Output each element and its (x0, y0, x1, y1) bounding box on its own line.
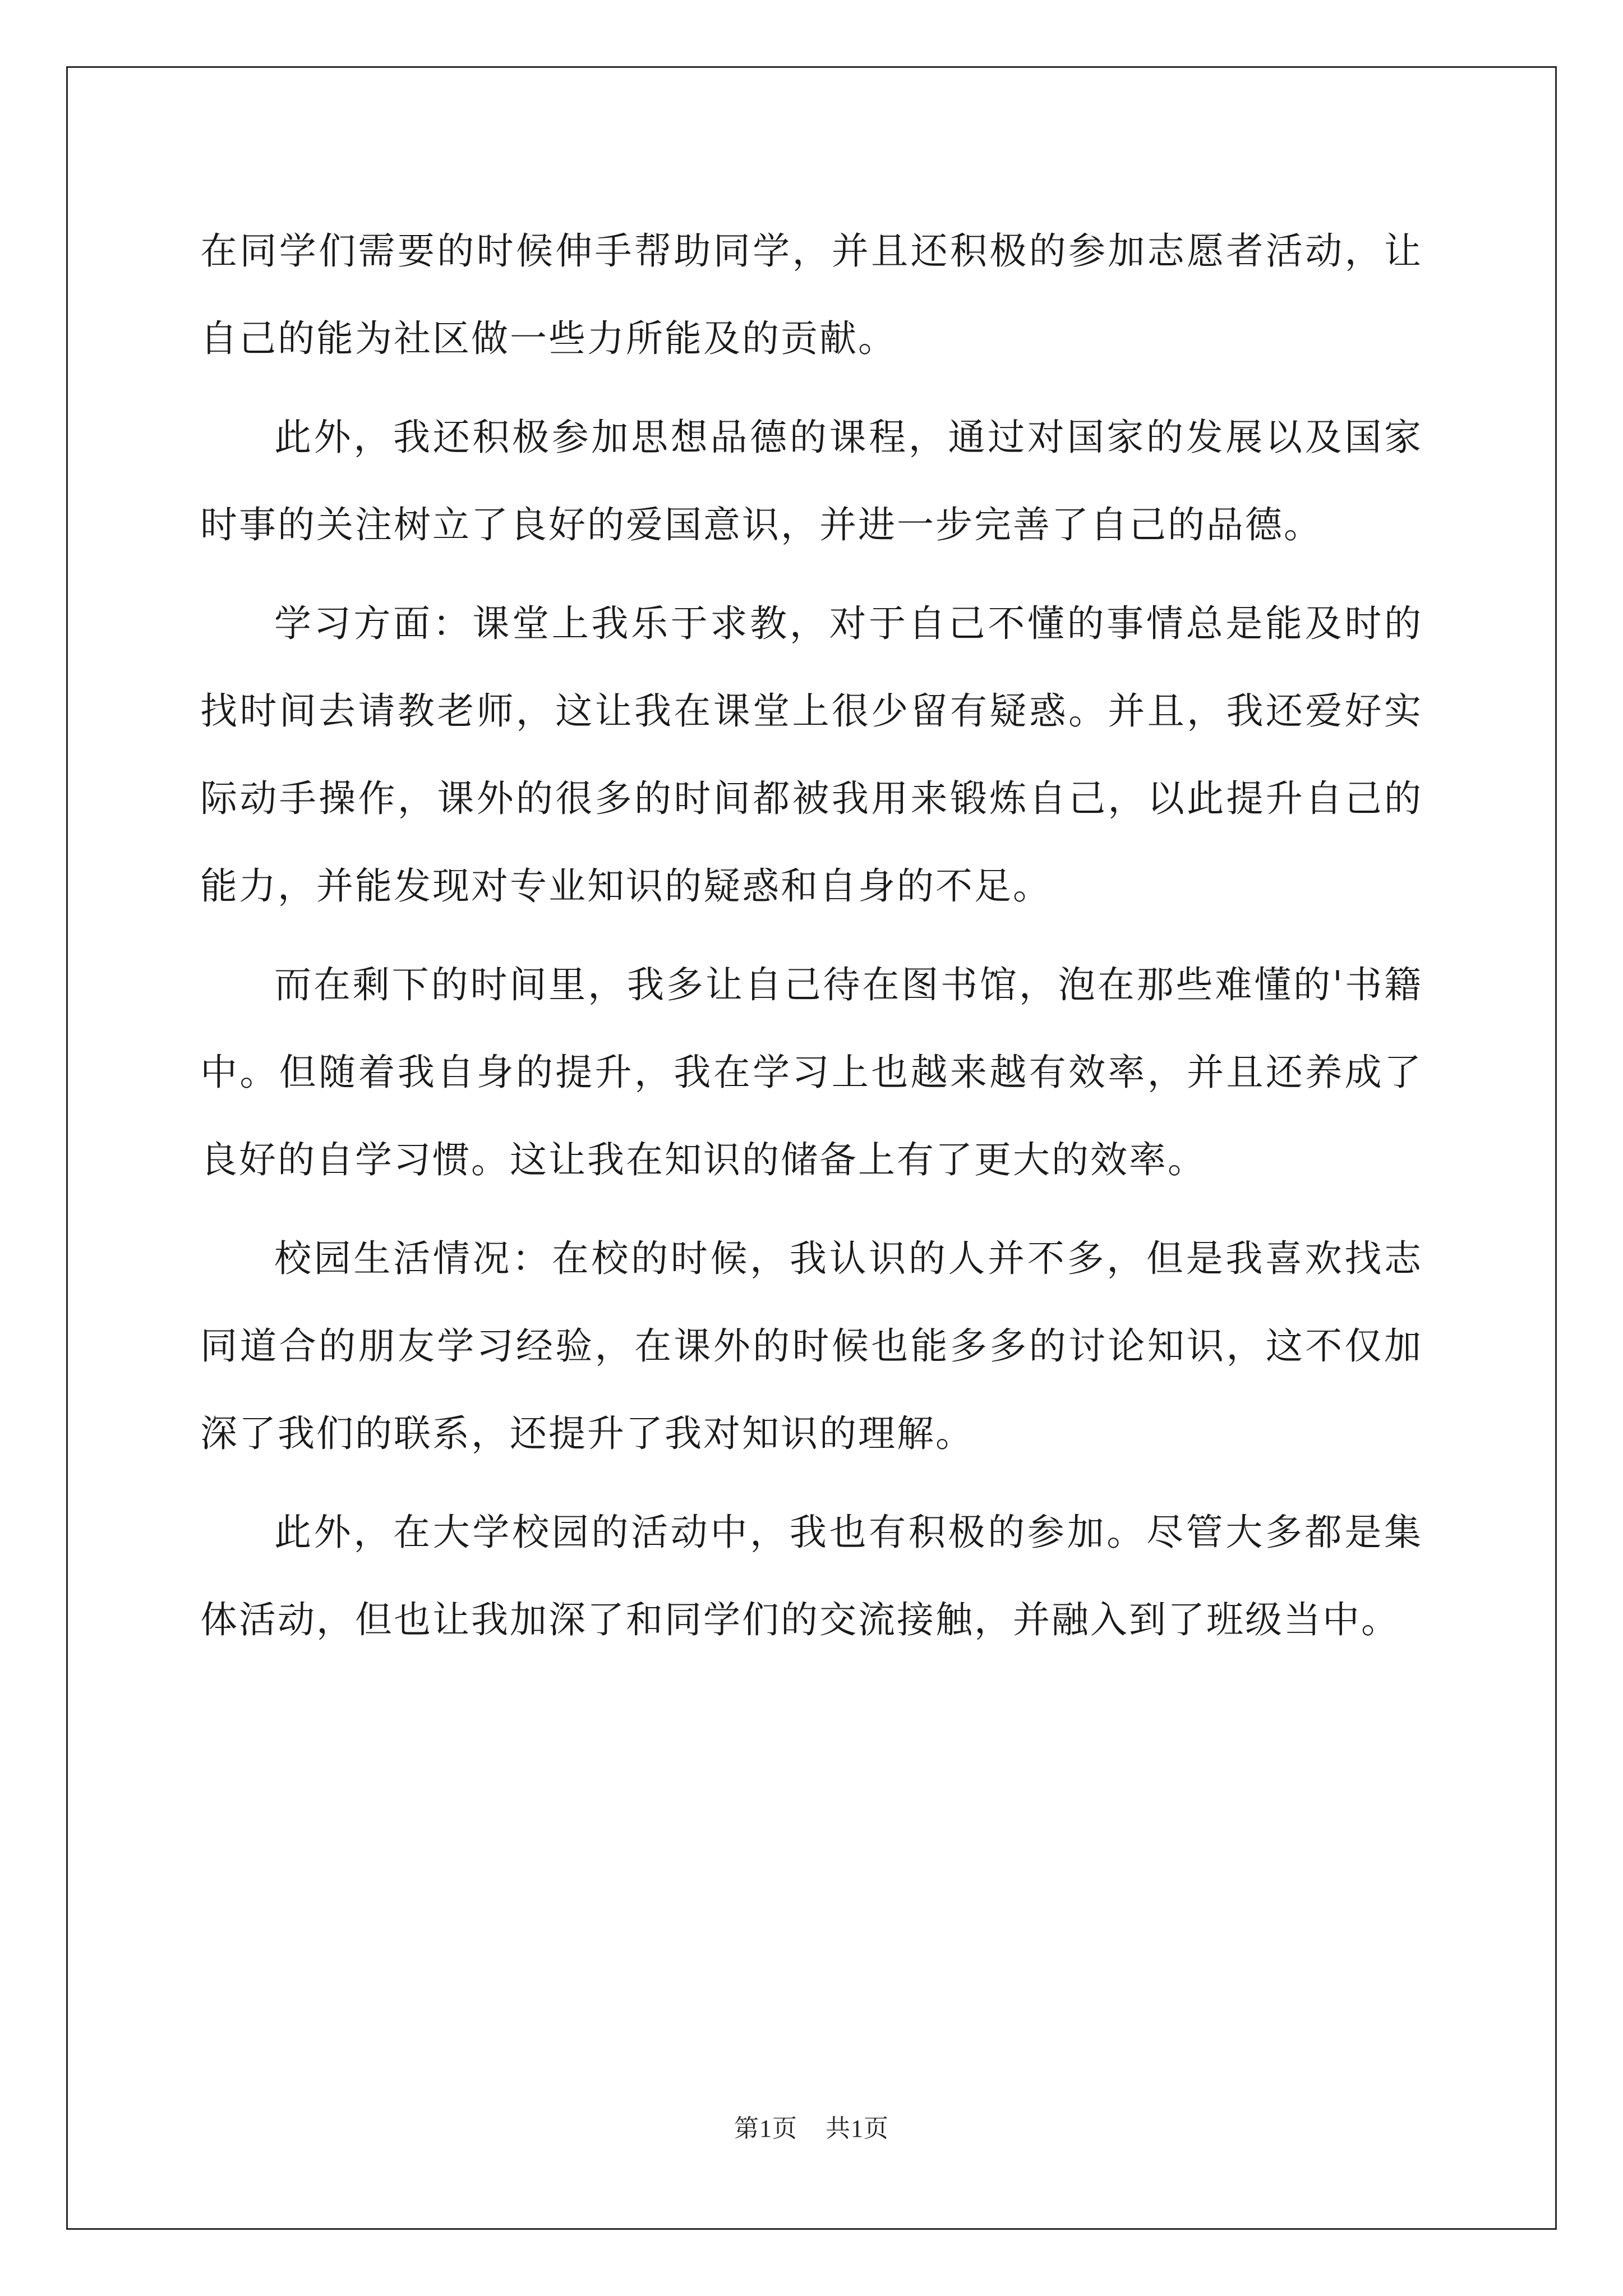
page-number-total: 共1页 (826, 2115, 889, 2142)
paragraph-5: 校园生活情况：在校的时候，我认识的人并不多，但是我喜欢找志同道合的朋友学习经验，在课外的时候也能多多的讨论知识，这不仅加深了我们的联系，还提升了我对知识的理解。 (200, 1237, 1423, 1455)
document-body (200, 208, 1423, 1675)
page-number-current: 第1页 (734, 2115, 797, 2142)
paragraph-4: 而在剩下的时间里，我多让自己待在图书馆，泡在那些难懂的'书籍中。但随着我自身的提升，我在学习上也越来越有效率，并且还养成了良好的自学习惯。这让我在知识的储备上有了更大的效率。 (200, 963, 1423, 1181)
paragraph-2: 此外，我还积极参加思想品德的课程，通过对国家的发展以及国家时事的关注树立了良好的爱国意识，并进一步完善了自己的品德。 (200, 416, 1423, 546)
paragraph-3: 学习方面：课堂上我乐于求教，对于自己不懂的事情总是能及时的找时间去请教老师，这让我在课堂上很少留有疑惑。并且，我还爱好实际动手操作，课外的很多的时间都被我用来锻炼自己，以此提升自己的能力，并能发现对专业知识的疑惑和自身的不足。 (200, 602, 1423, 908)
paragraph-6: 此外，在大学校园的活动中，我也有积极的参加。尽管大多都是集体活动，但也让我加深了和同学们的交流接触，并融入到了班级当中。 (200, 1511, 1423, 1641)
page-footer (0, 2108, 1623, 2144)
paragraph-1: 在同学们需要的时候伸手帮助同学，并且还积极的参加志愿者活动，让自己的能为社区做一些力所能及的贡献。 (200, 229, 1423, 360)
